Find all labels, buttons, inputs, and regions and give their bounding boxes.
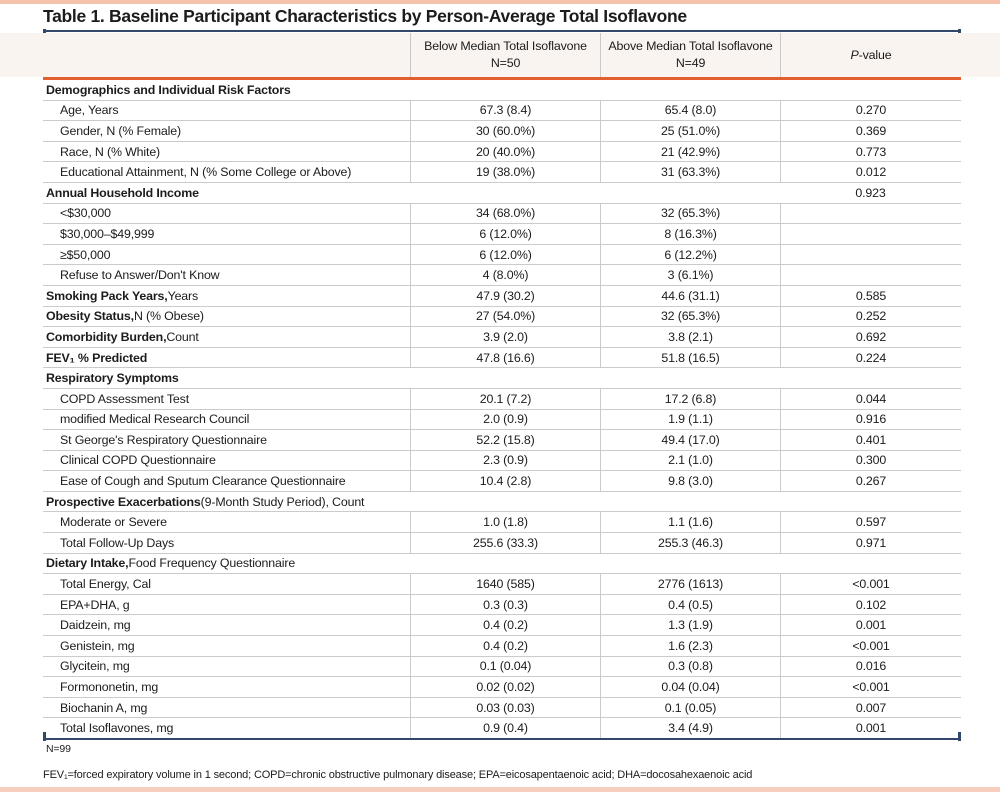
cell-below-median: 2.3 (0.9) (410, 451, 600, 471)
row-label: Refuse to Answer/Don't Know (60, 268, 220, 283)
row-label: Demographics and Individual Risk Factors (46, 82, 291, 97)
cell-above-median: 65.4 (8.0) (600, 101, 780, 121)
cell-p-value: 0.597 (780, 512, 961, 532)
cell-above-median: 25 (51.0%) (600, 121, 780, 141)
cell-below-median: 0.02 (0.02) (410, 677, 600, 697)
row-label: Gender, N (% Female) (60, 123, 181, 138)
row-label: Moderate or Severe (60, 515, 167, 530)
table-row (43, 368, 961, 389)
cell-below-median: 1640 (585) (410, 574, 600, 594)
cell-below-median: 6 (12.0%) (410, 245, 600, 265)
table-row (43, 615, 961, 636)
table-row (43, 121, 961, 142)
table-row (43, 533, 961, 554)
cell-p-value: 0.001 (780, 718, 961, 738)
row-label: Respiratory Symptoms (46, 371, 179, 386)
table-row (43, 183, 961, 204)
table-row (43, 327, 961, 348)
table-row (43, 101, 961, 122)
cell-p-value: 0.585 (780, 286, 961, 306)
cell-below-median: 47.8 (16.6) (410, 348, 600, 368)
cell-above-median: 8 (16.3%) (600, 224, 780, 244)
cell-above-median: 2776 (1613) (600, 574, 780, 594)
table-row (43, 410, 961, 431)
cell-below-median: 255.6 (33.3) (410, 533, 600, 553)
cell-p-value: 0.300 (780, 451, 961, 471)
table-row (43, 389, 961, 410)
cell-below-median (410, 492, 600, 512)
cell-p-value: 0.270 (780, 101, 961, 121)
cell-above-median: 1.6 (2.3) (600, 636, 780, 656)
cell-above-median: 1.3 (1.9) (600, 615, 780, 635)
cell-above-median (600, 368, 780, 388)
row-label: Genistein, mg (60, 638, 135, 653)
table-row (43, 430, 961, 451)
cell-p-value: <0.001 (780, 636, 961, 656)
column-header-label: Above Median Total Isoflavone (608, 39, 773, 54)
cell-above-median: 3.4 (4.9) (600, 718, 780, 738)
cell-above-median (600, 183, 780, 203)
cell-p-value: 0.971 (780, 533, 961, 553)
cell-p-value (780, 554, 961, 574)
cell-below-median: 10.4 (2.8) (410, 471, 600, 491)
cell-above-median: 51.8 (16.5) (600, 348, 780, 368)
cell-below-median: 52.2 (15.8) (410, 430, 600, 450)
row-label: Formononetin, mg (60, 680, 159, 695)
cell-below-median: 0.9 (0.4) (410, 718, 600, 738)
cell-below-median: 20.1 (7.2) (410, 389, 600, 409)
row-label: Annual Household Income (46, 185, 199, 200)
cell-above-median: 0.1 (0.05) (600, 698, 780, 718)
cell-p-value (780, 492, 961, 512)
table-title: Table 1. Baseline Participant Characteristics by Person-Average Total Isoflavone (43, 6, 687, 26)
cell-below-median: 0.4 (0.2) (410, 615, 600, 635)
cell-above-median: 3.8 (2.1) (600, 327, 780, 347)
table-row (43, 80, 961, 101)
cell-p-value (780, 224, 961, 244)
cell-p-value: 0.012 (780, 162, 961, 182)
cell-above-median: 21 (42.9%) (600, 142, 780, 162)
table-row (43, 554, 961, 575)
cell-above-median: 32 (65.3%) (600, 204, 780, 224)
cell-below-median: 3.9 (2.0) (410, 327, 600, 347)
table-row (43, 718, 961, 738)
cell-above-median: 255.3 (46.3) (600, 533, 780, 553)
table-row (43, 162, 961, 183)
cell-p-value: 0.401 (780, 430, 961, 450)
cell-below-median: 19 (38.0%) (410, 162, 600, 182)
cell-p-value (780, 245, 961, 265)
row-label: Glycitein, mg (60, 659, 130, 674)
table-row (43, 451, 961, 472)
cell-above-median: 1.1 (1.6) (600, 512, 780, 532)
cell-above-median (600, 554, 780, 574)
row-label: Ease of Cough and Sputum Clearance Questionnaire (60, 474, 346, 489)
cell-p-value: 0.224 (780, 348, 961, 368)
row-label: ≥$50,000 (60, 247, 111, 262)
cell-below-median (410, 183, 600, 203)
cell-p-value: 0.016 (780, 657, 961, 677)
cell-above-median: 6 (12.2%) (600, 245, 780, 265)
cell-p-value: <0.001 (780, 677, 961, 697)
cell-below-median (410, 554, 600, 574)
cell-below-median: 1.0 (1.8) (410, 512, 600, 532)
cell-below-median: 0.4 (0.2) (410, 636, 600, 656)
row-label: Total Energy, Cal (60, 577, 151, 592)
column-header-p-value (780, 33, 961, 78)
cell-above-median: 0.4 (0.5) (600, 595, 780, 615)
row-label: EPA+DHA, g (60, 597, 130, 612)
table-row (43, 657, 961, 678)
cell-above-median: 1.9 (1.1) (600, 410, 780, 430)
table-row (43, 492, 961, 513)
row-label: Clinical COPD Questionnaire (60, 453, 216, 468)
cell-above-median: 9.8 (3.0) (600, 471, 780, 491)
cell-below-median: 34 (68.0%) (410, 204, 600, 224)
row-label: Daidzein, mg (60, 618, 131, 633)
cell-below-median: 2.0 (0.9) (410, 410, 600, 430)
cell-p-value: 0.923 (855, 185, 886, 200)
table-row (43, 636, 961, 657)
cell-p-value: 0.369 (780, 121, 961, 141)
cell-above-median: 17.2 (6.8) (600, 389, 780, 409)
cell-p-value: 0.252 (780, 307, 961, 327)
cell-above-median: 0.3 (0.8) (600, 657, 780, 677)
cell-p-value (780, 368, 961, 388)
table-row (43, 307, 961, 328)
table-row (43, 574, 961, 595)
row-label: modified Medical Research Council (60, 412, 250, 427)
column-header-below-median (410, 33, 600, 78)
accent-bottom-bar (0, 787, 1000, 792)
row-label: Dietary Intake, Food Frequency Questionnaire (46, 556, 296, 571)
row-label: Obesity Status, N (% Obese) (46, 309, 204, 324)
row-label: Age, Years (60, 103, 119, 118)
cell-below-median: 67.3 (8.4) (410, 101, 600, 121)
row-label: Race, N (% White) (60, 144, 161, 159)
cell-p-value: 0.773 (780, 142, 961, 162)
row-label: FEV₁ % Predicted (46, 350, 148, 365)
cell-below-median: 0.1 (0.04) (410, 657, 600, 677)
cell-below-median: 20 (40.0%) (410, 142, 600, 162)
table-row (43, 265, 961, 286)
cell-below-median: 27 (54.0%) (410, 307, 600, 327)
row-label: Total Follow-Up Days (60, 535, 175, 550)
cell-below-median: 30 (60.0%) (410, 121, 600, 141)
row-label: <$30,000 (60, 206, 111, 221)
cell-above-median: 2.1 (1.0) (600, 451, 780, 471)
row-label: Prospective Exacerbations (9-Month Study Period), Count (46, 494, 365, 509)
cell-below-median: 0.03 (0.03) (410, 698, 600, 718)
cell-below-median: 47.9 (30.2) (410, 286, 600, 306)
column-header-above-median (600, 33, 780, 78)
cell-p-value (780, 80, 961, 100)
cell-p-value (780, 204, 961, 224)
table-row (43, 595, 961, 616)
cell-p-value: 0.007 (780, 698, 961, 718)
row-label: Total Isoflavones, mg (60, 721, 174, 736)
row-label: Educational Attainment, N (% Some College or Above) (60, 165, 352, 180)
table-row (43, 224, 961, 245)
cell-above-median: 31 (63.3%) (600, 162, 780, 182)
cell-above-median: 32 (65.3%) (600, 307, 780, 327)
cell-below-median (410, 368, 600, 388)
cell-p-value: 0.267 (780, 471, 961, 491)
cell-below-median: 0.3 (0.3) (410, 595, 600, 615)
row-label: COPD Assessment Test (60, 391, 189, 406)
column-header-label: P-value (850, 47, 892, 62)
sample-size-note: N=99 (46, 743, 71, 755)
cell-above-median (600, 492, 780, 512)
cell-p-value (780, 265, 961, 285)
column-header-n: N=49 (675, 55, 706, 70)
table-row (43, 471, 961, 492)
cell-above-median: 0.04 (0.04) (600, 677, 780, 697)
table-row (43, 204, 961, 225)
cell-p-value: <0.001 (780, 574, 961, 594)
cell-p-value: 0.102 (780, 595, 961, 615)
table-row (43, 348, 961, 369)
cell-above-median: 3 (6.1%) (600, 265, 780, 285)
cell-p-value: 0.916 (780, 410, 961, 430)
table-body (43, 80, 961, 738)
abbreviations-footnote: FEV₁=forced expiratory volume in 1 second; COPD=chronic obstructive pulmonary disease; EPA=eicosapentaenoic acid; DHA=docosahexaenoic acid (43, 769, 753, 781)
row-label: Smoking Pack Years, Years (46, 288, 199, 303)
table-row (43, 245, 961, 266)
cell-below-median (410, 80, 600, 100)
column-header-label: Below Median Total Isoflavone (424, 39, 587, 54)
table-row (43, 142, 961, 163)
cell-below-median: 4 (8.0%) (410, 265, 600, 285)
cell-below-median: 6 (12.0%) (410, 224, 600, 244)
cell-above-median: 44.6 (31.1) (600, 286, 780, 306)
table-row (43, 698, 961, 719)
cell-p-value: 0.001 (780, 615, 961, 635)
table-row (43, 677, 961, 698)
table-row (43, 512, 961, 533)
cell-p-value: 0.044 (780, 389, 961, 409)
table-bottom-bracket-rule (43, 738, 961, 740)
row-label: $30,000–$49,999 (60, 226, 155, 241)
cell-above-median: 49.4 (17.0) (600, 430, 780, 450)
row-label: Biochanin A, mg (60, 700, 148, 715)
table-row (43, 286, 961, 307)
cell-above-median (600, 80, 780, 100)
row-label: Comorbidity Burden, Count (46, 329, 199, 344)
table-header-row (0, 33, 1000, 78)
row-label: St George's Respiratory Questionnaire (60, 432, 267, 447)
cell-p-value: 0.692 (780, 327, 961, 347)
column-header-n: N=50 (490, 55, 521, 70)
